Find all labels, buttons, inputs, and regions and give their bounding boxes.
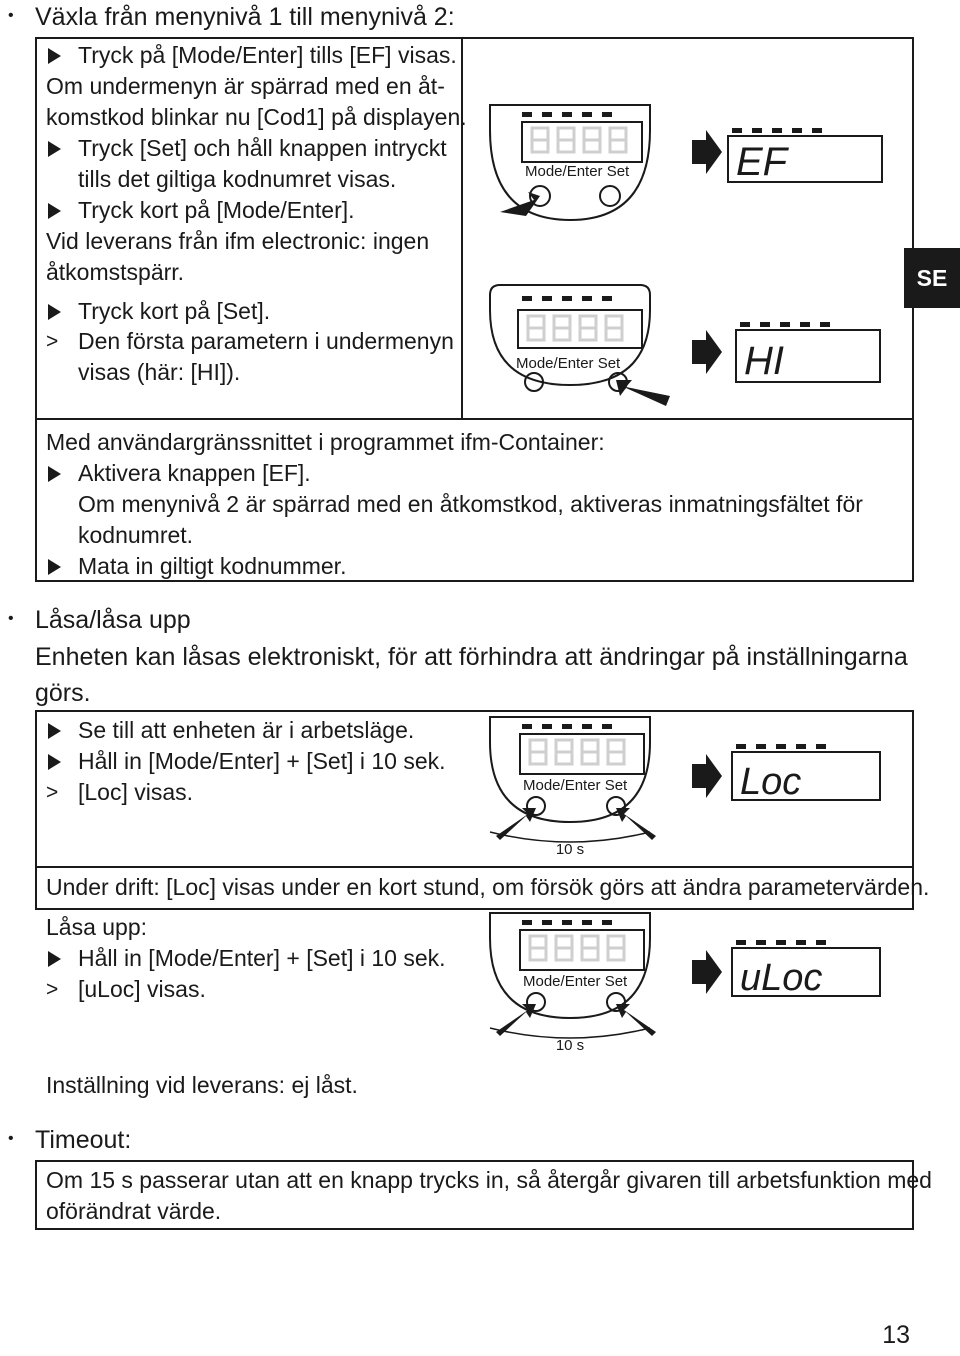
container-intro: Med användargränssnittet i programmet ifm-Container: bbox=[46, 429, 605, 455]
step-text: Se till att enheten är i arbetsläge. bbox=[78, 717, 415, 743]
step-arrow-icon bbox=[48, 951, 61, 967]
step-text: Håll in [Mode/Enter] + [Set] i 10 sek. bbox=[78, 945, 446, 971]
section-description: görs. bbox=[35, 679, 91, 707]
time-label: 10 s bbox=[555, 1037, 585, 1054]
timeout-text: Om 15 s passerar utan att en knapp trycks in, så återgår givaren till arbetsfunktion med bbox=[46, 1167, 932, 1193]
display-result-loc: Loc bbox=[740, 761, 802, 803]
step-text: tills det giltiga kodnumret visas. bbox=[78, 166, 397, 192]
step-arrow-icon bbox=[48, 466, 61, 482]
step-arrow-icon bbox=[48, 48, 61, 64]
step-text: Tryck kort på [Mode/Enter]. bbox=[78, 197, 355, 223]
display-result-uloc: uLoc bbox=[740, 957, 823, 999]
step-arrow-icon bbox=[48, 559, 61, 575]
step-arrow-icon bbox=[48, 203, 61, 219]
button-label: Mode/Enter Set bbox=[523, 777, 628, 794]
section-heading: Låsa/låsa upp bbox=[35, 606, 191, 634]
section-description: Enheten kan låsas elektroniskt, för att förhindra att ändringar på inställningarna bbox=[35, 643, 908, 671]
step-text: visas (här: [HI]). bbox=[78, 359, 241, 385]
step-arrow-icon bbox=[48, 141, 61, 157]
device-diagram bbox=[470, 100, 910, 420]
step-text: Mata in giltigt kodnummer. bbox=[78, 553, 347, 579]
step-text: kodnumret. bbox=[78, 522, 194, 548]
result-marker: > bbox=[46, 330, 59, 353]
section-heading: Växla från menynivå 1 till menynivå 2: bbox=[35, 3, 455, 31]
bullet: • bbox=[8, 610, 14, 627]
bullet: • bbox=[8, 7, 14, 24]
step-arrow-icon bbox=[48, 723, 61, 739]
step-text: Aktivera knappen [EF]. bbox=[78, 460, 311, 486]
bullet: • bbox=[8, 1130, 14, 1147]
step-text: Tryck [Set] och håll knappen intryckt bbox=[78, 135, 447, 161]
step-text: Vid leverans från ifm electronic: ingen bbox=[46, 228, 430, 254]
device-diagram-unlock bbox=[470, 908, 910, 1058]
unlock-heading: Låsa upp: bbox=[46, 914, 148, 940]
step-text: Tryck på [Mode/Enter] tills [EF] visas. bbox=[78, 42, 457, 68]
step-text: [uLoc] visas. bbox=[78, 976, 206, 1002]
step-arrow-icon bbox=[48, 304, 61, 320]
divider bbox=[461, 37, 463, 420]
result-marker: > bbox=[46, 978, 59, 1001]
timeout-text: oförändrat värde. bbox=[46, 1198, 222, 1224]
step-text: Om menynivå 2 är spärrad med en åtkomstkod, aktiveras inmatningsfältet för bbox=[78, 491, 863, 517]
page-number: 13 bbox=[882, 1321, 910, 1349]
divider bbox=[35, 866, 914, 868]
step-text: komstkod blinkar nu [Cod1] på displayen. bbox=[46, 104, 467, 130]
button-label: Mode/Enter Set bbox=[525, 163, 630, 180]
operation-note: Under drift: [Loc] visas under en kort stund, om försök görs att ändra parametervärden. bbox=[46, 874, 930, 900]
step-arrow-icon bbox=[48, 754, 61, 770]
section-heading: Timeout: bbox=[35, 1126, 132, 1154]
display-result-ef: EF bbox=[736, 140, 788, 184]
step-text: åtkomstspärr. bbox=[46, 259, 185, 285]
factory-setting: Inställning vid leverans: ej låst. bbox=[46, 1072, 358, 1098]
display-result-hi: HI bbox=[744, 339, 784, 383]
step-text: Håll in [Mode/Enter] + [Set] i 10 sek. bbox=[78, 748, 446, 774]
language-tab: SE bbox=[904, 248, 960, 308]
step-text: Om undermenyn är spärrad med en åt- bbox=[46, 73, 445, 99]
button-label: Mode/Enter Set bbox=[523, 973, 628, 990]
result-marker: > bbox=[46, 781, 59, 804]
step-text: Den första parametern i undermenyn bbox=[78, 328, 454, 354]
time-label: 10 s bbox=[555, 841, 585, 858]
step-text: [Loc] visas. bbox=[78, 779, 194, 805]
step-text: Tryck kort på [Set]. bbox=[78, 298, 271, 324]
device-diagram-lock bbox=[470, 712, 910, 862]
button-label: Mode/Enter Set bbox=[516, 355, 621, 372]
